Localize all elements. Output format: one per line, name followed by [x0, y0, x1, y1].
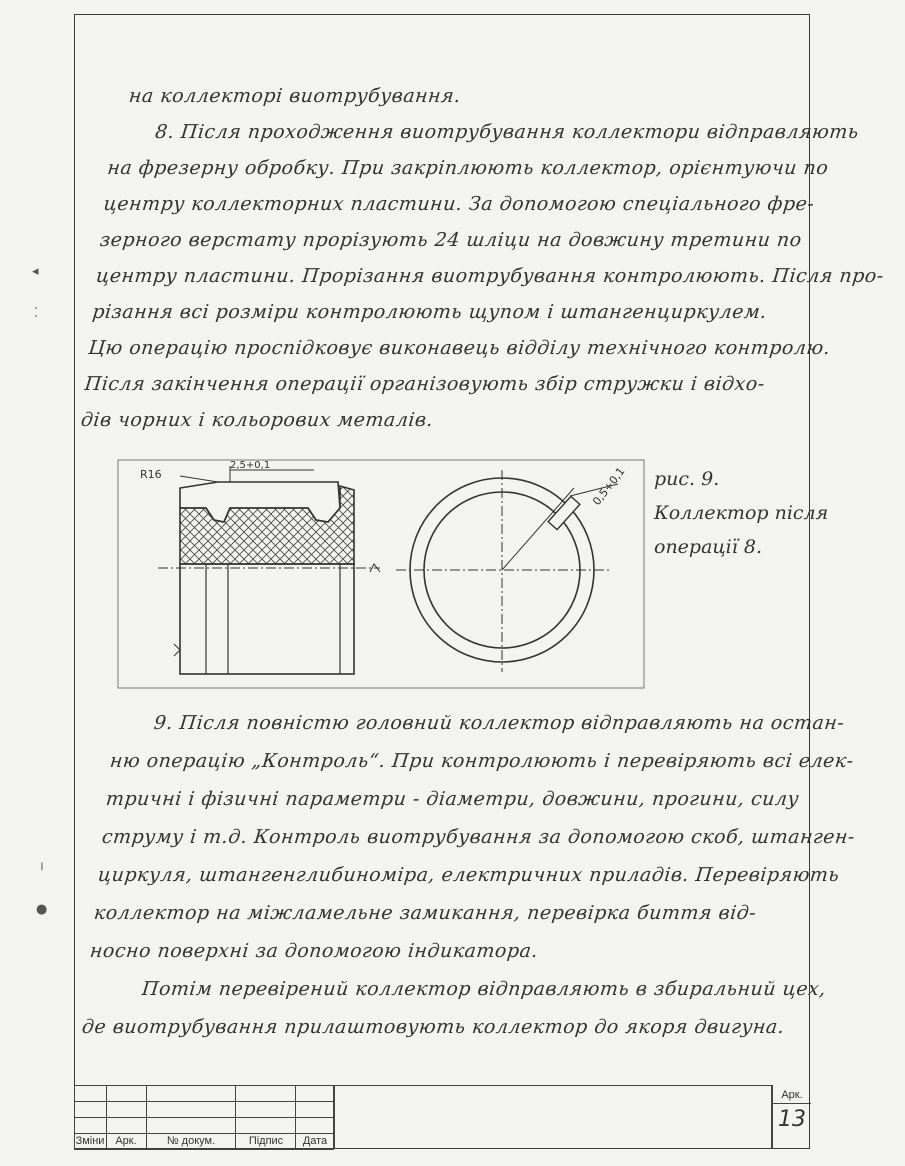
section-view — [158, 466, 380, 674]
text-line: де виотрубування прилаштовують коллектор до якоря двигуна. — [80, 1016, 786, 1038]
figure-caption — [654, 462, 829, 564]
commutator-drawing — [118, 460, 644, 688]
sheet-number: 13 — [778, 1107, 806, 1132]
end-view — [396, 470, 618, 672]
text-line: струму і т.д. Контроль виотрубування за допомогою скоб, штанген- — [100, 826, 857, 848]
title-block-labels — [74, 1133, 334, 1149]
text-line: тричні і фізичні параметри - діаметри, довжини, прогини, силу — [104, 788, 801, 810]
title-block — [74, 1085, 810, 1149]
text-line: Після закінчення операції організовують збір стружки і відхо- — [83, 373, 766, 395]
label-sheet: Арк. — [115, 1135, 137, 1147]
text-line: ню операцію „Контроль“. При контролюють і перевіряють всі елек- — [108, 750, 855, 772]
text-line: Цю операцію проспідковує виконавець відділу технічного контролю. — [87, 337, 832, 359]
sheet-label: Арк. — [773, 1087, 811, 1104]
punch-mark: ◂ — [32, 264, 39, 279]
punch-mark: ⁚ — [34, 306, 39, 321]
text-line: дів чорних і кольорових металів. — [79, 409, 435, 431]
drawing-svg — [118, 460, 644, 688]
text-line: коллектор на міжламельне замикання, перевірка биття від- — [92, 902, 758, 924]
handwritten-text-top — [79, 78, 885, 438]
slot-dimension: 0,5+0,1 — [590, 464, 628, 508]
text-line: на коллекторі виотрубування. — [127, 85, 462, 107]
label-doc-number: № докум. — [166, 1135, 216, 1147]
text-line: 9. Після повністю головний коллектор відправляють на остан- — [152, 712, 846, 734]
text-line: 8. Після проходження виотрубування коллектори відправляють — [154, 121, 860, 143]
label-changes: Зміни — [75, 1135, 105, 1147]
label-signature: Підпис — [248, 1135, 284, 1147]
sheet-number-cell — [772, 1085, 810, 1149]
text-line: центру пластини. Прорізання виотрубування контролюють. Після про- — [94, 265, 885, 287]
text-line: циркуля, штангенглибиноміра, електричних приладів. Перевіряють — [96, 864, 841, 886]
punch-mark: ● — [36, 902, 48, 917]
groove-dimension: 2,5+0,1 — [230, 460, 271, 471]
text-line: різання всі розміри контролюють щупом і штангенциркулем. — [91, 301, 768, 323]
figure-border — [118, 460, 644, 688]
text-line: носно поверхні за допомогою індикатора. — [88, 940, 540, 962]
title-block-main — [334, 1085, 772, 1149]
text-line: зерного верстату прорізують 24 шліци на довжину третини по — [98, 229, 803, 251]
caption-label: рис. 9. — [654, 468, 720, 490]
label-date: Дата — [302, 1135, 328, 1147]
radius-dimension: R16 — [140, 468, 162, 481]
punch-mark: ╷ — [38, 856, 46, 871]
text-line: Потім перевірений коллектор відправляють в збиральний цех, — [140, 978, 828, 1000]
handwritten-text-bottom — [80, 704, 857, 1046]
caption-line: операції 8. — [654, 536, 762, 558]
caption-line: Коллектор після — [654, 502, 829, 524]
text-line: центру коллекторних пластини. За допомогою спеціального фре- — [102, 193, 816, 215]
text-line: на фрезерну обробку. При закріплюють коллектор, орієнтуючи по — [106, 157, 830, 179]
